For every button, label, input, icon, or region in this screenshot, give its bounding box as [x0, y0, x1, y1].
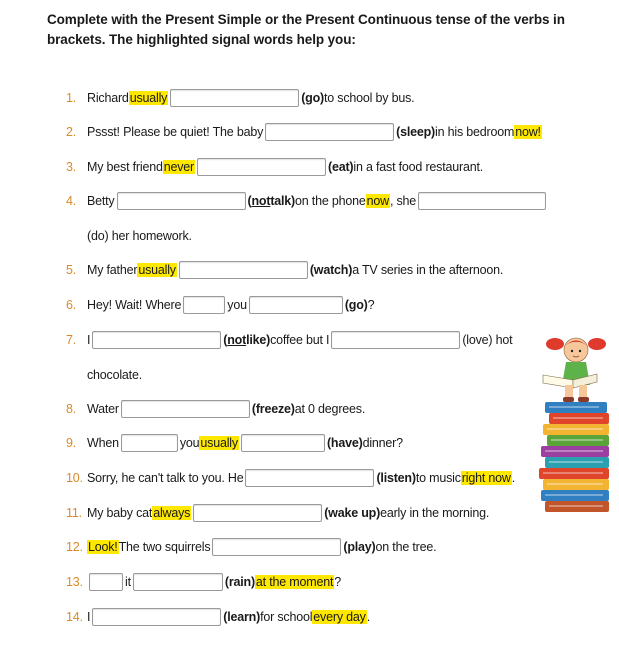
sentence-text: I	[87, 333, 91, 347]
verb-hint: (watch)	[309, 263, 353, 277]
item-number: 14.	[66, 610, 83, 624]
answer-blank[interactable]	[117, 192, 246, 210]
item-number: 13.	[66, 575, 83, 589]
signal-word: now	[366, 194, 389, 208]
verb-hint: (go)	[301, 91, 324, 105]
verb-hint: (wake up)	[324, 506, 381, 520]
exercise-item-2	[66, 121, 542, 143]
sentence-text: on the phone	[295, 194, 366, 208]
exercise-item-12	[66, 536, 436, 558]
answer-blank[interactable]	[121, 400, 250, 418]
sentence-text: Sorry, he can't talk to you. He	[87, 471, 244, 485]
item-number: 5.	[66, 263, 77, 277]
answer-blank[interactable]	[331, 331, 460, 349]
exercise-item-3	[66, 156, 483, 178]
verb-hint-negation: not	[251, 194, 271, 208]
signal-word: every day	[313, 610, 366, 624]
sentence-text: for school	[260, 610, 313, 624]
sentence-text: (do) her homework.	[87, 229, 192, 243]
sentence-text: to music	[415, 471, 461, 485]
exercise-item-4-continued	[66, 225, 192, 247]
exercise-item-11	[66, 502, 489, 524]
exercise-item-9	[66, 432, 403, 454]
item-number: 2.	[66, 125, 77, 139]
answer-blank[interactable]	[133, 573, 223, 591]
verb-hint-negation: not	[227, 333, 247, 347]
exercise-item-8	[66, 398, 365, 420]
sentence-text: to school by bus.	[324, 91, 415, 105]
sentence-text: Pssst! Please be quiet! The baby	[87, 125, 264, 139]
exercise-item-13	[66, 571, 341, 593]
verb-hint: (	[247, 194, 252, 208]
exercise-item-14	[66, 606, 370, 628]
verb-hint: (sleep)	[396, 125, 436, 139]
item-number: 4.	[66, 194, 77, 208]
signal-word: usually	[200, 436, 238, 450]
sentence-text: on the tree.	[375, 540, 437, 554]
exercise-item-7-continued	[66, 364, 142, 386]
signal-word: right now	[461, 471, 511, 485]
sentence-text: dinner?	[362, 436, 403, 450]
signal-word: at the moment	[255, 575, 334, 589]
sentence-text: Betty	[87, 194, 115, 208]
answer-blank[interactable]	[193, 504, 322, 522]
exercise-item-6	[66, 294, 374, 316]
sentence-text: at 0 degrees.	[294, 402, 366, 416]
sentence-text: a TV series in the afternoon.	[352, 263, 504, 277]
sentence-text: (love) hot	[462, 333, 513, 347]
answer-blank[interactable]	[179, 261, 308, 279]
sentence-text: you	[179, 436, 200, 450]
item-number: 9.	[66, 436, 77, 450]
sentence-text: .	[366, 610, 370, 624]
item-number: 6.	[66, 298, 77, 312]
item-number: 12.	[66, 540, 83, 554]
verb-hint: (play)	[343, 540, 376, 554]
signal-word: always	[153, 506, 191, 520]
sentence-text: .	[511, 471, 515, 485]
exercise-item-10	[66, 467, 515, 489]
item-number: 7.	[66, 333, 77, 347]
verb-hint: (rain)	[224, 575, 255, 589]
item-number: 10.	[66, 471, 83, 485]
signal-word: usually	[129, 91, 168, 105]
signal-word: now!	[515, 125, 541, 139]
sentence-text: My best friend	[87, 160, 163, 174]
answer-blank[interactable]	[183, 296, 225, 314]
sentence-text: it	[125, 575, 131, 589]
item-number: 8.	[66, 402, 77, 416]
sentence-text: in a fast food restaurant.	[353, 160, 484, 174]
sentence-text: you	[227, 298, 247, 312]
sentence-text: My father	[87, 263, 138, 277]
sentence-text: in his bedroom	[435, 125, 515, 139]
signal-word: never	[163, 160, 194, 174]
girl-reading-books-illustration	[535, 330, 615, 520]
verb-hint: (learn)	[223, 610, 261, 624]
answer-blank[interactable]	[197, 158, 326, 176]
sentence-text: chocolate.	[87, 368, 142, 382]
sentence-text: I	[87, 610, 91, 624]
verb-hint: (listen)	[376, 471, 416, 485]
sentence-text: Water	[87, 402, 119, 416]
sentence-text: ?	[334, 575, 341, 589]
sentence-text: , she	[389, 194, 417, 208]
sentence-text: The two squirrels	[118, 540, 211, 554]
sentence-text: When	[87, 436, 119, 450]
answer-blank[interactable]	[265, 123, 394, 141]
verb-hint: (	[223, 333, 228, 347]
item-number: 3.	[66, 160, 77, 174]
sentence-text: Hey! Wait! Where	[87, 298, 182, 312]
verb-hint: like)	[246, 333, 271, 347]
sentence-text: My baby cat	[87, 506, 153, 520]
exercise-item-5	[66, 259, 503, 281]
verb-hint: (freeze)	[251, 402, 295, 416]
item-number: 11.	[66, 506, 82, 520]
sentence-text: ?	[367, 298, 375, 312]
verb-hint: (eat)	[328, 160, 354, 174]
answer-blank[interactable]	[245, 469, 374, 487]
sentence-text: Richard	[87, 91, 129, 105]
answer-blank[interactable]	[121, 434, 178, 452]
answer-blank[interactable]	[170, 89, 299, 107]
answer-blank[interactable]	[241, 434, 325, 452]
verb-hint: (have)	[326, 436, 363, 450]
answer-blank[interactable]	[89, 573, 123, 591]
answer-blank[interactable]	[212, 538, 341, 556]
exercise-item-7	[66, 329, 512, 351]
answer-blank[interactable]	[92, 331, 221, 349]
instructions: Complete with the Present Simple or the Present Continuous tense of the verbs in brackets. The highlighted signal words help you:	[47, 12, 565, 47]
sentence-text: coffee but I	[270, 333, 330, 347]
verb-hint: talk)	[270, 194, 296, 208]
exercise-item-4	[66, 190, 548, 212]
sentence-text: early in the morning.	[380, 506, 490, 520]
answer-blank[interactable]	[418, 192, 546, 210]
exercise-item-1	[66, 87, 414, 109]
verb-hint: (go)	[344, 298, 368, 312]
signal-word: usually	[138, 263, 176, 277]
item-number: 1.	[66, 91, 77, 105]
signal-word: Look!	[88, 540, 118, 554]
answer-blank[interactable]	[92, 608, 221, 626]
answer-blank[interactable]	[249, 296, 343, 314]
